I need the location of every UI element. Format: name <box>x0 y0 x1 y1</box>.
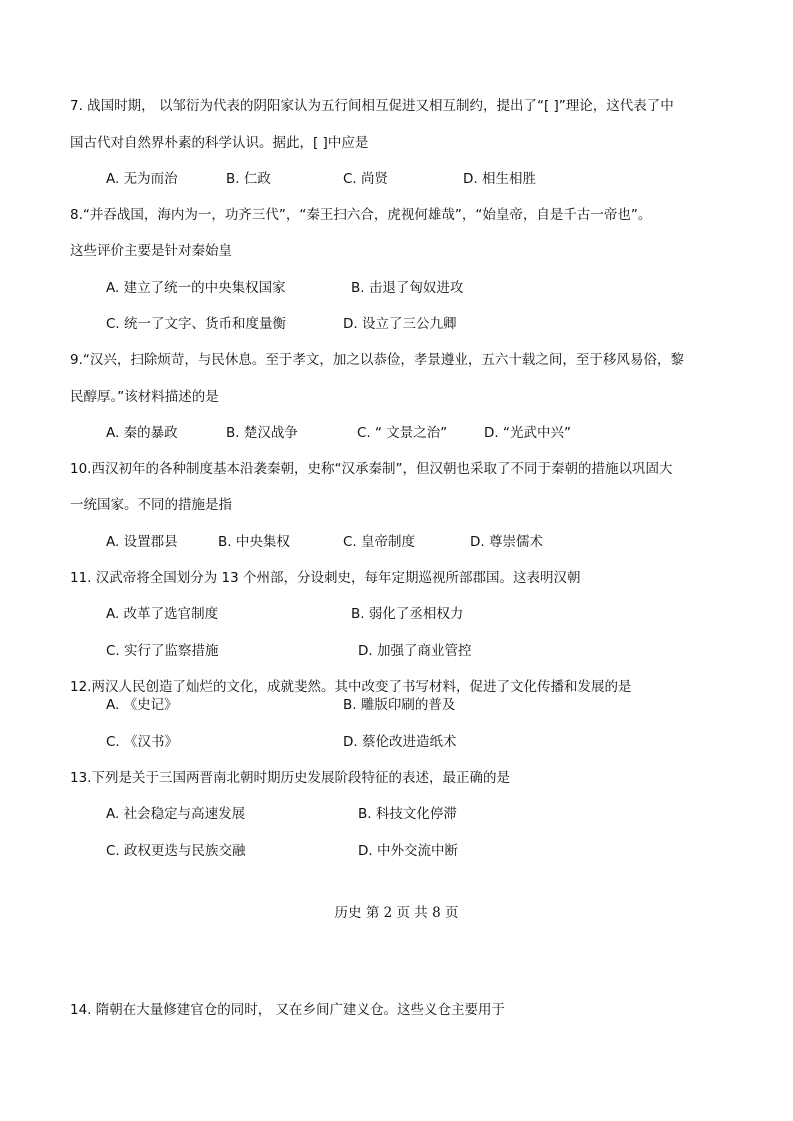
q12-option-b: B. 雕版印刷的普及 <box>343 697 456 713</box>
q10-option-c: C. 皇帝制度 <box>343 534 416 550</box>
page-footer: 历史 第 2 页 共 8 页 <box>334 905 459 921</box>
q13-option-b: B. 科技文化停滞 <box>358 806 457 822</box>
q8-stem-line2: 这些评价主要是针对秦始皇 <box>70 243 232 259</box>
q11-option-b: B. 弱化了丞相权力 <box>351 606 464 622</box>
q11-option-a: A. 改革了选官制度 <box>106 606 219 622</box>
q8-option-c: C. 统一了文字、货币和度量衡 <box>106 316 287 332</box>
q7-stem-line2: 国古代对自然界朴素的科学认识。据此，[ ]中应是 <box>70 135 369 151</box>
q10-option-a: A. 设置郡县 <box>106 534 178 550</box>
q9-option-b: B. 楚汉战争 <box>226 425 298 441</box>
q9-option-d: D. “光武中兴” <box>484 425 571 441</box>
q8-option-a: A. 建立了统一的中央集权国家 <box>106 280 286 296</box>
q8-option-d: D. 设立了三公九卿 <box>343 316 457 332</box>
q9-stem-line2: 民醇厚。”该材料描述的是 <box>70 389 219 405</box>
q11-option-d: D. 加强了商业管控 <box>358 643 472 659</box>
q14-stem-line1: 14. 隋朝在大量修建官仓的同时， 又在乡间广建义仓。这些义仓主要用于 <box>70 1002 506 1018</box>
q9-option-c: C. “ 文景之治” <box>357 425 448 441</box>
q10-stem-line2: 一统国家。不同的措施是指 <box>70 497 232 513</box>
q9-option-a: A. 秦的暴政 <box>106 425 178 441</box>
q12-option-d: D. 蔡伦改进造纸术 <box>343 734 457 750</box>
q11-option-c: C. 实行了监察措施 <box>106 643 219 659</box>
q7-option-a: A. 无为而治 <box>106 171 178 187</box>
q13-option-d: D. 中外交流中断 <box>358 843 458 859</box>
q12-stem-line1: 12.两汉人民创造了灿烂的文化，成就斐然。其中改变了书写材料，促进了文化传播和发展的是 <box>70 679 632 695</box>
q10-stem-line1: 10.西汉初年的各种制度基本沿袭秦朝，史称“汉承秦制”，但汉朝也采取了不同于秦朝的措施以巩固大 <box>70 461 673 477</box>
q7-stem-line1: 7. 战国时期， 以邹衍为代表的阴阳家认为五行间相互促进又相互制约，提出了“[ ]”理论，这代表了中 <box>70 98 674 114</box>
q12-option-c: C. 《汉书》 <box>106 734 179 750</box>
q9-stem-line1: 9.“汉兴，扫除烦苛，与民休息。至于孝文，加之以恭俭，孝景遵业，五六十载之间，至于移风易俗，黎 <box>70 352 684 368</box>
q7-option-d: D. 相生相胜 <box>463 171 536 187</box>
q11-stem-line1: 11. 汉武帝将全国划分为 13 个州部，分设刺史，每年定期巡视所部郡国。这表明汉朝 <box>70 570 581 586</box>
q12-option-a: A. 《史记》 <box>106 697 178 713</box>
q7-option-c: C. 尚贤 <box>343 171 389 187</box>
q13-option-c: C. 政权更迭与民族交融 <box>106 843 246 859</box>
q8-option-b: B. 击退了匈奴进攻 <box>351 280 464 296</box>
q10-option-d: D. 尊崇儒术 <box>470 534 543 550</box>
q13-stem-line1: 13.下列是关于三国两晋南北朝时期历史发展阶段特征的表述，最正确的是 <box>70 770 510 786</box>
q10-option-b: B. 中央集权 <box>218 534 290 550</box>
q13-option-a: A. 社会稳定与高速发展 <box>106 806 246 822</box>
q7-option-b: B. 仁政 <box>226 171 271 187</box>
q8-stem-line1: 8.“并吞战国，海内为一，功齐三代”，“秦王扫六合，虎视何雄哉”，“始皇帝，自是千古一帝也”。 <box>70 207 652 223</box>
